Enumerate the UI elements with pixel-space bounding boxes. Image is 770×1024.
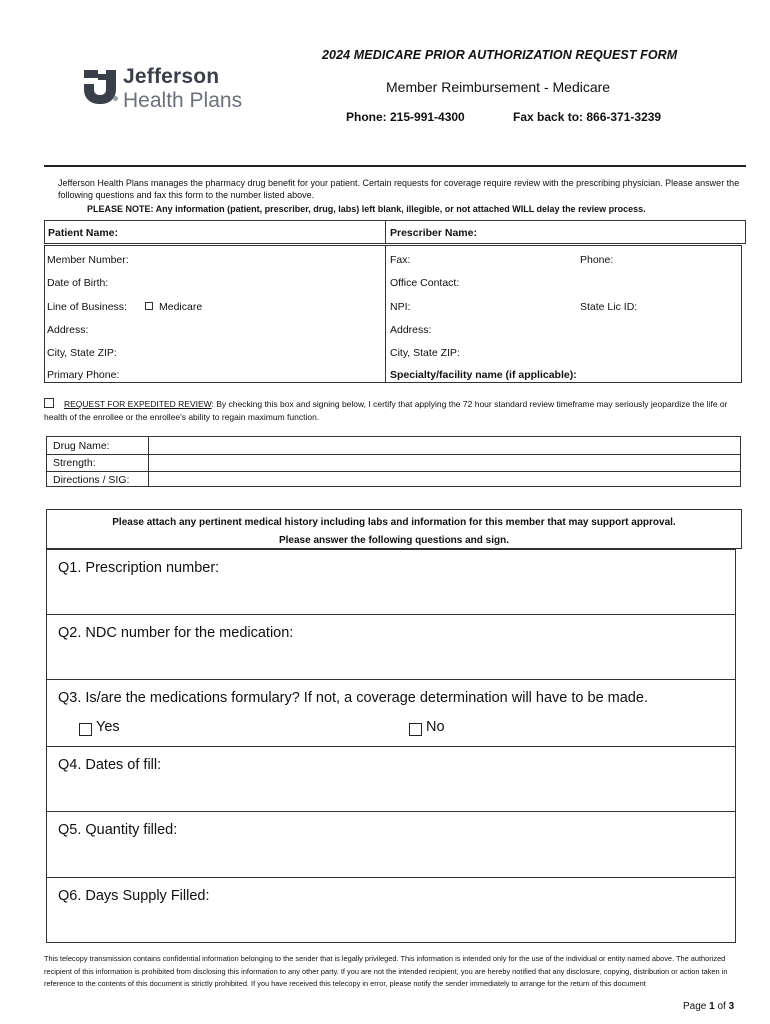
page-total: 3 bbox=[728, 1001, 735, 1012]
member-number-field[interactable]: Member Number: bbox=[47, 254, 129, 266]
patient-city-field[interactable]: City, State ZIP: bbox=[47, 347, 117, 359]
prescriber-city-field[interactable]: City, State ZIP: bbox=[390, 347, 460, 359]
prescriber-name-field[interactable]: Prescriber Name: bbox=[390, 227, 477, 239]
jefferson-logo-icon bbox=[84, 70, 116, 104]
state-lic-field[interactable]: State Lic ID: bbox=[580, 301, 638, 313]
strength-field[interactable]: Strength: bbox=[53, 457, 96, 469]
office-contact-field[interactable]: Office Contact: bbox=[390, 277, 460, 289]
dob-field[interactable]: Date of Birth: bbox=[47, 277, 109, 289]
intro-text: Jefferson Health Plans manages the pharmacy drug benefit for your patient. Certain requests for coverage require review with the prescribing physician. Please answer the following questions and fax this form to the number listed above. bbox=[58, 178, 740, 200]
prescriber-phone-field[interactable]: Phone: bbox=[580, 254, 614, 266]
prescriber-fax-field[interactable]: Fax: bbox=[390, 254, 411, 266]
patient-prescriber-table bbox=[44, 245, 742, 383]
q6-label: Q6. Days Supply Filled: bbox=[58, 888, 210, 904]
form-title: 2024 MEDICARE PRIOR AUTHORIZATION REQUEST FORM bbox=[322, 48, 678, 62]
question-1[interactable] bbox=[47, 550, 735, 615]
attach-line-2: Please answer the following questions and sign. bbox=[278, 535, 510, 546]
no-label: No bbox=[426, 719, 445, 735]
specialty-field[interactable]: Specialty/facility name (if applicable): bbox=[390, 369, 577, 381]
medicare-option-label: Medicare bbox=[159, 301, 203, 313]
question-4[interactable] bbox=[47, 747, 735, 812]
q4-label: Q4. Dates of fill: bbox=[58, 757, 162, 773]
page-prefix: Page bbox=[683, 1001, 710, 1012]
patient-prescriber-header bbox=[44, 220, 746, 244]
yes-label: Yes bbox=[96, 719, 120, 735]
drug-table bbox=[46, 436, 741, 487]
primary-phone-field[interactable]: Primary Phone: bbox=[47, 369, 120, 381]
q5-label: Q5. Quantity filled: bbox=[58, 822, 178, 838]
expedited-review-description: : By checking this box and signing below, I certify that applying the 72 hour standard review timeframe may seriously jeopardize the life or health of the enrollee or the enrollee's ability to regain maximum function. bbox=[44, 399, 728, 422]
q2-label: Q2. NDC number for the medication: bbox=[58, 625, 294, 641]
expedited-review-text bbox=[44, 398, 744, 424]
form-subtitle: Member Reimbursement - Medicare bbox=[386, 79, 611, 95]
page-of: of bbox=[714, 1001, 729, 1012]
logo-dot bbox=[113, 96, 118, 101]
page-number: 1 bbox=[709, 1001, 715, 1012]
attach-instructions bbox=[46, 509, 742, 549]
logo-name: Jefferson bbox=[123, 65, 220, 88]
logo-subtitle: Health Plans bbox=[123, 89, 243, 112]
medicare-checkbox[interactable] bbox=[145, 302, 153, 310]
prescriber-address-field[interactable]: Address: bbox=[390, 324, 432, 336]
drug-name-field[interactable]: Drug Name: bbox=[53, 440, 110, 452]
no-checkbox[interactable] bbox=[409, 723, 422, 736]
question-5[interactable] bbox=[47, 812, 735, 878]
question-3 bbox=[47, 680, 735, 747]
confidentiality-disclaimer: This telecopy transmission contains confidential information belonging to the sender that is legally privileged. This information is intended only for the use of the individual or entity named above. The authorized recipient of this information is prohibited from disclosing this information to any other party. If you are not the intended recipient, you are hereby notified that any disclosure, copying, distribution or action taken in reference to the contents of this document is strictly prohibited. If you have received this telecopy in error, please notify the sender immediately to arrange for the return of this document bbox=[44, 954, 728, 988]
expedited-review-label: REQUEST FOR EXPEDITED REVIEW bbox=[64, 399, 212, 409]
patient-address-field[interactable]: Address: bbox=[47, 324, 89, 336]
fax-number: Fax back to: 866-371-3239 bbox=[513, 110, 662, 124]
page-indicator bbox=[683, 1001, 734, 1012]
npi-field[interactable]: NPI: bbox=[390, 301, 411, 313]
question-6[interactable] bbox=[47, 878, 735, 942]
attach-line-1: Please attach any pertinent medical history including labs and information for this member that may support approval. bbox=[112, 517, 676, 528]
q1-label: Q1. Prescription number: bbox=[58, 560, 220, 576]
q3-label: Q3. Is/are the medications formulary? If not, a coverage determination will have to be made. bbox=[58, 690, 648, 706]
patient-name-field[interactable]: Patient Name: bbox=[48, 227, 119, 239]
header-divider bbox=[44, 165, 746, 167]
line-of-business-field: Line of Business: bbox=[47, 301, 127, 313]
questions-section bbox=[46, 549, 736, 943]
yes-checkbox[interactable] bbox=[79, 723, 92, 736]
directions-field[interactable]: Directions / SIG: bbox=[53, 474, 130, 486]
phone-number: Phone: 215-991-4300 bbox=[346, 110, 465, 124]
question-2[interactable] bbox=[47, 615, 735, 680]
please-note: PLEASE NOTE: Any information (patient, prescriber, drug, labs) left blank, illegible, or not attached WILL delay the review process. bbox=[87, 204, 646, 214]
